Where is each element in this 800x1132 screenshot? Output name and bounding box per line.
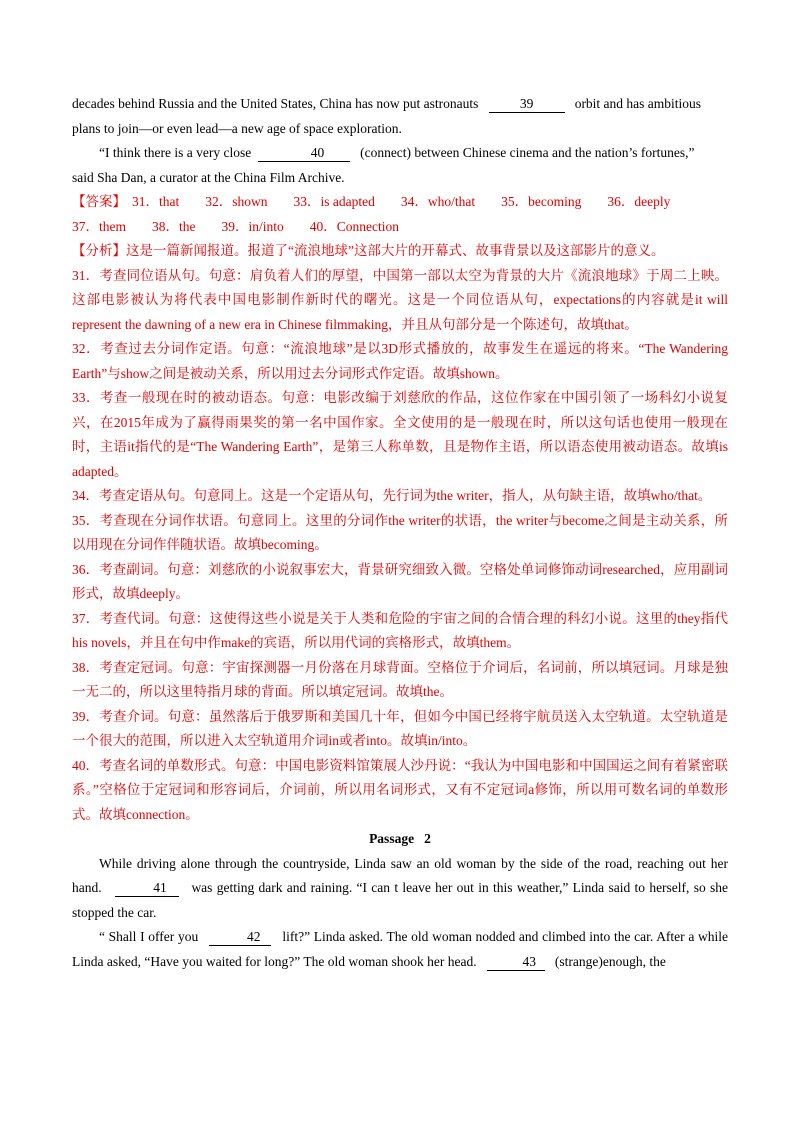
answer-item: 33．is adapted [293, 194, 375, 209]
blank-39[interactable]: 39 [489, 95, 565, 113]
answer-item: 38．the [152, 218, 196, 234]
text-run: “ Shall I offer you [99, 929, 199, 944]
passage2-paragraph-1 [72, 852, 728, 926]
text-run: (connect) between Chinese cinema and the nation’s fortunes,” [360, 145, 695, 160]
passage1-quote-attribution: said Sha Dan, a curator at the China Film Archive. [72, 169, 345, 185]
analysis-item-38: 38．考查定冠词。句意：宇宙探测器一月份落在月球背面。空格位于介词后，名词前，所以填冠词。月球是独一无二的，所以这里特指月球的背面。所以填定冠词。故填the。 [72, 659, 728, 699]
answer-item: 31．that [132, 194, 180, 209]
analysis-item-34: 34．考查定语从句。句意同上。这是一个定语从句，先行词为the writer，指人，从句缺主语，故填who/that。 [72, 488, 712, 503]
answer-item: 34．who/that [400, 194, 476, 209]
answer-tag: 【答案】 [72, 194, 126, 209]
answer-item: 35．becoming [501, 194, 582, 209]
analysis-item-31: 31．考查同位语从句。句意：肩负着人们的厚望，中国第一部以太空为背景的大片《流浪地球》于周二上映。这部电影被认为将代表中国电影制作新时代的曙光。这是一个同位语从句，expectations的内容就是it will represent the dawning of a new era in Chinese filmmaking，并且从句部分是一个陈述句，故填that。 [72, 267, 728, 332]
blank-41[interactable]: 41 [115, 879, 179, 897]
answer-item: 32．shown [205, 194, 268, 209]
passage1-line2: plans to join—or even lead—a new age of space exploration. [72, 120, 402, 136]
blank-43[interactable]: 43 [487, 953, 545, 971]
text-run: decades behind Russia and the United States, China has now put astronauts [72, 96, 479, 111]
passage2-paragraph-2 [72, 925, 728, 974]
answer-row-2 [72, 215, 728, 240]
text-run: was getting dark and raining. “I can t leave her out in this weather,” Linda said to herself, so she stopped the car. [72, 880, 729, 920]
passage1-line1 [72, 92, 728, 117]
analysis-item-32: 32．考查过去分词作定语。句意：“流浪地球”是以3D形式播放的，故事发生在遥远的将来。“The Wandering Earth”与show之间是被动关系，所以用过去分词形式作定语。故填shown。 [72, 341, 728, 381]
answer-item: 39．in/into [221, 218, 284, 234]
text-run: While driving alone through the countryside, Linda saw an old woman by the side of the road, reaching out her hand. [72, 855, 728, 895]
text-run: orbit and has ambitious [574, 96, 702, 111]
answer-item: 37．them [72, 218, 126, 234]
analysis-item-33: 33．考查一般现在时的被动语态。句意：电影改编于刘慈欣的作品，这位作家在中国引领了一场科幻小说复兴，在2015年成为了赢得雨果奖的第一名中国作家。全文使用的是一般现在时，所以这句话也使用一般现在时，主语it指代的是“The Wandering Earth”，是第三人称单数，且是物作主语，所以语态使用被动语态。故填is adapted。 [72, 390, 728, 479]
passage2-title: Passage 2 [369, 831, 431, 846]
analysis-item-36: 36．考查副词。句意：刘慈欣的小说叙事宏大，背景研究细致入微。空格处单词修饰动词researched，应用副词形式，故填deeply。 [72, 561, 728, 601]
analysis-item-40: 40．考查名词的单数形式。句意：中国电影资料馆策展人沙丹说：“我认为中国电影和中国国运之间有着紧密联系。”空格位于定冠词和形容词后，介词前，所以用名词形式，又有不定冠词a修饰，所以用可数名词的单数形式。故填connection。 [72, 757, 728, 822]
answer-item: 40．Connection [309, 218, 400, 234]
analysis-intro: 【分析】这是一篇新闻报道。报道了“流浪地球”这部大片的开幕式、故事背景以及这部影片的意义。 [72, 243, 665, 258]
analysis-item-35: 35．考查现在分词作状语。句意同上。这里的分词作the writer的状语，the writer与become之间是主动关系，所以用现在分词作伴随状语。故填becoming。 [72, 512, 728, 552]
text-run: lift?” Linda asked. The old woman nodded and climbed into the car. After a while Linda asked, “Have you waited for long?” The old woman shook her head. [72, 929, 729, 969]
blank-42[interactable]: 42 [209, 928, 271, 946]
analysis-item-39: 39．考查介词。句意：虽然落后于俄罗斯和美国几十年，但如今中国已经将宇航员送入太空轨道。太空轨道是一个很大的范围，所以进入太空轨道用介词in或者into。故填in/into。 [72, 708, 728, 748]
text-run: “I think there is a very close [99, 145, 252, 160]
passage1-quote [72, 141, 728, 166]
text-run: (strange)enough, the [554, 953, 666, 969]
document-page [72, 92, 728, 974]
blank-40[interactable]: 40 [258, 144, 350, 162]
answer-row-1 [72, 190, 728, 215]
analysis-item-37: 37．考查代词。句意：这使得这些小说是关于人类和危险的宇宙之间的合情合理的科幻小说。这里的they指代his novels，并且在句中作make的宾语，所以用代词的宾格形式，故填them。 [72, 610, 728, 650]
answer-item: 36．deeply [607, 194, 671, 209]
